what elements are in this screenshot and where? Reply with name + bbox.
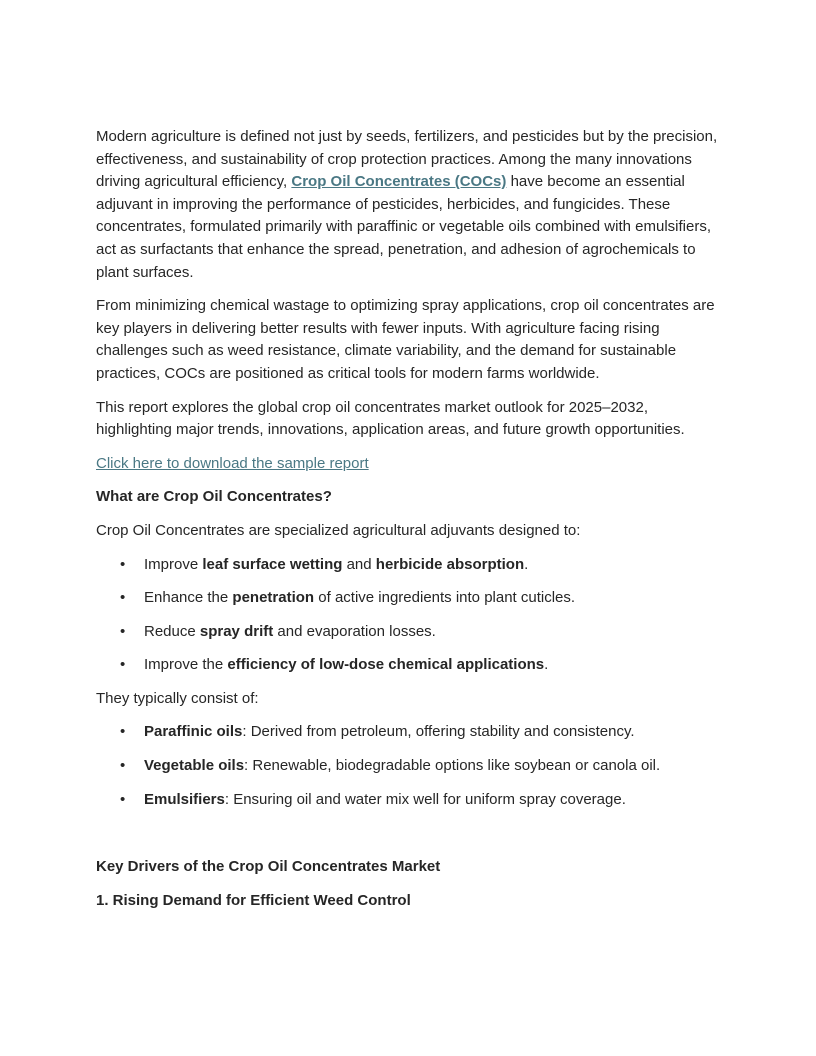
list-item [96,654,720,677]
intro-paragraph-3: This report explores the global crop oil concentrates market outlook for 2025–2032, highlighting major trends, innovations, application areas, and future growth opportunities. [96,398,685,439]
crop-oil-concentrates-link[interactable]: Crop Oil Concentrates (COCs) [291,173,507,191]
list-item-text: and [342,555,376,573]
list-item-text: : Derived from petroleum, offering stability and consistency. [242,723,635,741]
download-sample-report-link[interactable]: Click here to download the sample report [96,454,369,472]
intro-paragraph-1 [96,126,720,284]
list-item [96,621,720,644]
rising-demand-subheading: 1. Rising Demand for Efficient Weed Control [96,891,411,909]
list-item-text: Enhance the [144,589,233,607]
list-item-text: of active ingredients into plant cuticles. [314,589,576,607]
list-item-text: . [544,656,549,674]
list-item-bold-text: efficiency of low-dose chemical applications [227,656,545,674]
list-item-text: : Ensuring oil and water mix well for uniform spray coverage. [224,790,626,808]
list-item-text: Reduce [144,622,200,640]
list-item-bold-text: Vegetable oils [144,757,245,775]
list-item [96,587,720,610]
list-item-text: Improve [144,555,203,573]
intro-paragraph-2: From minimizing chemical wastage to optimizing spray applications, crop oil concentrates are key players in delivering better results with fewer inputs. With agriculture facing rising challenges such as weed resistance, climate variability, and the demand for sustainable practices, COCs are positioned as critical tools for modern farms worldwide. [96,297,715,382]
list-item [96,721,720,744]
consist-of-list [96,721,720,811]
list-item-text: Improve the [144,656,228,674]
key-drivers-heading: Key Drivers of the Crop Oil Concentrates Market [96,858,441,876]
designed-to-list [96,554,720,677]
list-item-text: and evaporation losses. [273,622,436,640]
list-item-bold-text: Paraffinic oils [144,723,243,741]
intro-paragraph-1-text-after-link: have become an essential adjuvant in improving the performance of pesticides, herbicides, and fungicides. These concentrates, formulated primarily with paraffinic or vegetable oils combined with emulsifiers, act as surfactants that enhance the spread, penetration, and adhesion of agrochemicals to plant surfaces. [96,173,711,281]
list-item-text: . [524,555,529,573]
list-item-bold-text: spray drift [199,622,274,640]
list-item [96,554,720,577]
empty-paragraph [96,822,720,856]
list-item [96,789,720,812]
list-item [96,755,720,778]
what-section-lead: Crop Oil Concentrates are specialized agricultural adjuvants designed to: [96,521,581,539]
list-item-text: : Renewable, biodegradable options like soybean or canola oil. [244,757,661,775]
list-item-bold-text: herbicide absorption [375,555,525,573]
sample-report-link-paragraph [96,453,720,476]
list-item-bold-text: penetration [232,589,315,607]
list-item-bold-text: Emulsifiers [144,790,225,808]
what-are-cocs-heading: What are Crop Oil Concentrates? [96,488,332,506]
consist-lead: They typically consist of: [96,689,259,707]
list-item-bold-text: leaf surface wetting [202,555,343,573]
intro-paragraph-1-text-before-link: Modern agriculture is defined not just by seeds, fertilizers, and pesticides but by the precision, effectiveness, and sustainability of crop protection practices. Among the many innovations driving agricultural efficiency, [96,128,718,191]
